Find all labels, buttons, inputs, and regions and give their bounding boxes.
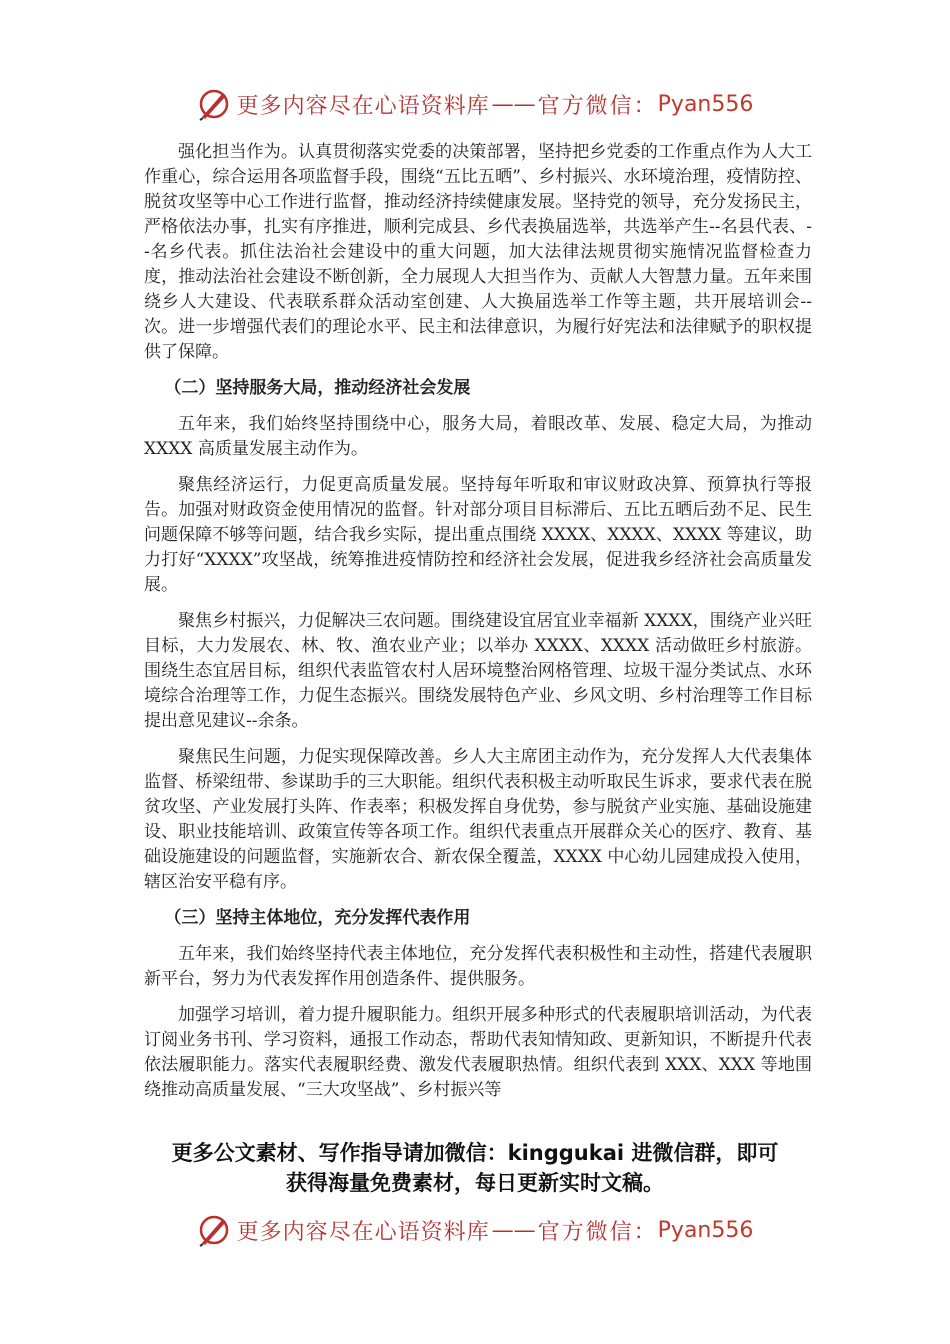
paragraph: 加强学习培训，着力提升履职能力。组织开展多种形式的代表履职培训活动，为代表订阅业务书刊、学习资料，通报工作动态，帮助代表知情知政、更新知识，不断提升代表依法履职能力。落实代表履职经费、激发代表履职热情。组织代表到 XXX、XXX 等地围绕推动高质量发展、“三大攻坚战”、乡村振兴等 bbox=[144, 1005, 812, 1100]
paragraph: 聚焦乡村振兴，力促解决三农问题。围绕建设宜居宜业幸福新 XXXX，围绕产业兴旺目标，大力发展农、林、牧、渔农业产业；以举办 XXXX、XXXX 活动做旺乡村旅游。围绕生态宜居目标，组织代表监管农村人居环境整治网格管理、垃圾干湿分类试点、水环境综合治理等工作，力促生态振兴。围绕发展特色产业、乡风文明、乡村治理等工作目标提出意见建议--余条。 bbox=[144, 611, 812, 731]
pen-circle-logo-icon bbox=[197, 1213, 231, 1247]
banner-wechat-label: 官方微信： bbox=[537, 93, 658, 119]
promo-notice bbox=[120, 1138, 830, 1198]
banner-separator: —— bbox=[491, 1217, 536, 1243]
footer-watermark-banner bbox=[0, 1210, 950, 1250]
paragraph: 五年来，我们始终坚持围绕中心，服务大局，着眼改革、发展、稳定大局，为推动 XXXX 高质量发展主动作为。 bbox=[144, 414, 812, 459]
banner-wechat-label: 官方微信： bbox=[537, 1219, 658, 1245]
section-heading: （二）坚持服务大局，推动经济社会发展 bbox=[164, 378, 471, 398]
document-body bbox=[144, 140, 812, 1114]
promo-line-1: 更多公文素材、写作指导请加微信：kinggukai 进微信群，即可 bbox=[171, 1141, 779, 1165]
banner-brand-text: 更多内容尽在心语资料库 bbox=[236, 1219, 490, 1245]
banner-wechat-id: Pyan556 bbox=[657, 91, 754, 117]
paragraph: 五年来，我们始终坚持代表主体地位，充分发挥代表积极性和主动性，搭建代表履职新平台，努力为代表发挥作用创造条件、提供服务。 bbox=[144, 944, 812, 989]
banner-separator: —— bbox=[491, 91, 536, 117]
pen-circle-logo-icon bbox=[197, 87, 231, 121]
banner-brand-text: 更多内容尽在心语资料库 bbox=[236, 93, 490, 119]
paragraph: 强化担当作为。认真贯彻落实党委的决策部署，坚持把乡党委的工作重点作为人大工作重心，综合运用各项监督手段，围绕“五比五晒”、乡村振兴、水环境治理，疫情防控、脱贫攻坚等中心工作进行监督，推动经济持续健康发展。坚持党的领导，充分发扬民主，严格依法办事，扎实有序推进，顺利完成县、乡代表换届选举，共选举产生--名县代表、--名乡代表。抓住法治社会建设中的重大问题，加大法律法规贯彻实施情况监督检查力度，推动法治社会建设不断创新，全力展现人大担当作为、贡献人大智慧力量。五年来围绕乡人大建设、代表联系群众活动室创建、人大换届选举工作等主题，共开展培训会--次。进一步增强代表们的理论水平、民主和法律意识，为履行好宪法和法律赋予的职权提供了保障。 bbox=[144, 142, 812, 362]
banner-wechat-id: Pyan556 bbox=[657, 1217, 754, 1243]
paragraph: 聚焦经济运行，力促更高质量发展。坚持每年听取和审议财政决算、预算执行等报告。加强对财政资金使用情况的监督。针对部分项目目标滞后、五比五晒后劲不足、民生问题保障不够等问题，结合我乡实际，提出重点围绕 XXXX、XXXX、XXXX 等建议，助力打好“XXXX”攻坚战，统筹推进疫情防控和经济社会发展，促进我乡经济社会高质量发展。 bbox=[144, 475, 812, 595]
header-watermark-banner bbox=[0, 84, 950, 124]
section-heading: （三）坚持主体地位，充分发挥代表作用 bbox=[164, 908, 471, 928]
paragraph: 聚焦民生问题，力促实现保障改善。乡人大主席团主动作为，充分发挥人大代表集体监督、桥梁纽带、参谋助手的三大职能。组织代表积极主动听取民生诉求，要求代表在脱贫攻坚、产业发展打头阵、作表率；积极发挥自身优势，参与脱贫产业实施、基础设施建设、职业技能培训、政策宣传等各项工作。组织代表重点开展群众关心的医疗、教育、基础设施建设的问题监督，实施新农合、新农保全覆盖，XXXX 中心幼儿园建成投入使用，辖区治安平稳有序。 bbox=[144, 747, 812, 892]
promo-line-2: 获得海量免费素材，每日更新实时文稿。 bbox=[286, 1171, 664, 1195]
